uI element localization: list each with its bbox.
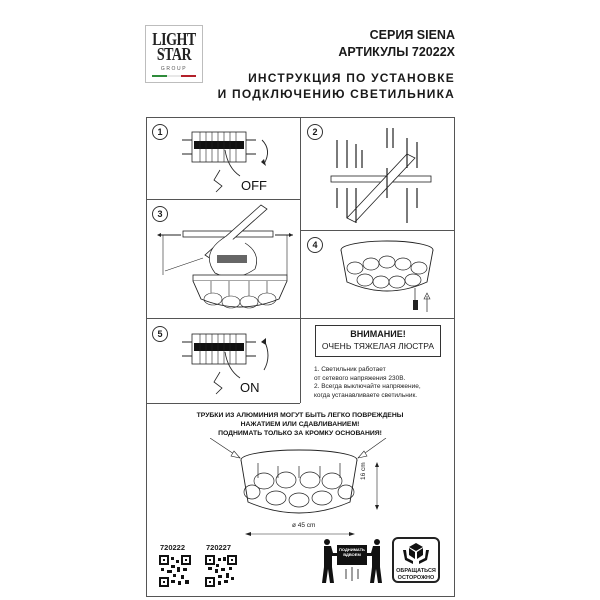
on-label: ON	[240, 380, 260, 395]
fragile-box-hands-icon	[401, 542, 431, 566]
lightstar-logo	[145, 25, 203, 83]
two-person-lift-icon	[321, 537, 383, 585]
logo-light: LIGHT	[152, 31, 196, 50]
step-number-1: 1	[152, 124, 168, 140]
step-number-2: 2	[307, 124, 323, 140]
note-line: 1. Светильник работает	[314, 366, 386, 373]
mounting-bracket-icon	[325, 128, 450, 228]
lift-together-label: ПОДНИМАТЬ ВДВОЕМ	[339, 547, 365, 557]
article-numbers: АРТИКУЛЫ 72022X	[338, 45, 455, 59]
lamp-attach-icon	[335, 238, 450, 316]
off-label: OFF	[241, 178, 267, 193]
note-line: 2. Всегда выключайте напряжение,	[314, 383, 421, 391]
step-number-4: 4	[307, 237, 323, 253]
qr-code-720227-icon[interactable]	[205, 555, 237, 587]
chandelier-dimensions-drawing	[210, 438, 400, 533]
warning-title: ВНИМАНИЕ!	[350, 329, 406, 339]
handle-with-care-line-2: ОСТОРОЖНО	[397, 575, 435, 581]
qr-code-720222-icon[interactable]	[159, 555, 191, 587]
aluminum-tubes-caution	[160, 411, 440, 438]
handle-with-care-badge	[392, 537, 440, 583]
caution-line-1: ТРУБКИ ИЗ АЛЮМИНИЯ МОГУТ БЫТЬ ЛЕГКО ПОВРЕЖДЕНЫ	[196, 412, 404, 419]
step-number-3: 3	[152, 206, 168, 222]
step-number-5: 5	[152, 326, 168, 342]
title-line-1: ИНСТРУКЦИЯ ПО УСТАНОВКЕ	[248, 71, 455, 85]
electrical-notes	[314, 366, 421, 400]
height-dimension: 16 cm	[360, 462, 367, 480]
series-header	[338, 27, 455, 61]
logo-group: GROUP	[160, 66, 188, 72]
series-name: СЕРИЯ SIENA	[369, 28, 455, 42]
article-code-720222: 720222	[160, 543, 186, 552]
caution-line-3: ПОДНИМАТЬ ТОЛЬКО ЗА КРОМКУ ОСНОВАНИЯ!	[218, 430, 382, 437]
divider-step2-step4	[300, 230, 455, 231]
caution-line-2: НАЖАТИЕМ ИЛИ СДАВЛИВАНИЕМ!	[240, 421, 360, 428]
article-code-720227: 720227	[206, 543, 232, 552]
divider-step1-step3	[146, 199, 300, 200]
handle-with-care-line-1: ОБРАЩАТЬСЯ	[396, 568, 436, 574]
breaker-off-icon	[180, 128, 290, 196]
note-line: когда устанавливаете светильник.	[314, 391, 418, 399]
title-line-2: И ПОДКЛЮЧЕНИЮ СВЕТИЛЬНИКА	[217, 87, 455, 101]
column-divider	[300, 117, 301, 403]
wiring-connection-icon	[155, 203, 295, 315]
divider-step5-bottom	[146, 403, 300, 404]
divider-row3	[146, 318, 455, 319]
breaker-on-icon	[180, 330, 290, 398]
heavy-chandelier-warning	[315, 325, 441, 357]
document-title	[218, 70, 455, 102]
logo-star: STAR	[156, 46, 192, 65]
note-line: от сетевого напряжения 230В.	[314, 374, 406, 382]
warning-subtitle: ОЧЕНЬ ТЯЖЕЛАЯ ЛЮСТРА	[321, 341, 435, 351]
italian-flag-stripe	[152, 75, 196, 77]
diameter-dimension: ø 45 cm	[292, 522, 316, 529]
